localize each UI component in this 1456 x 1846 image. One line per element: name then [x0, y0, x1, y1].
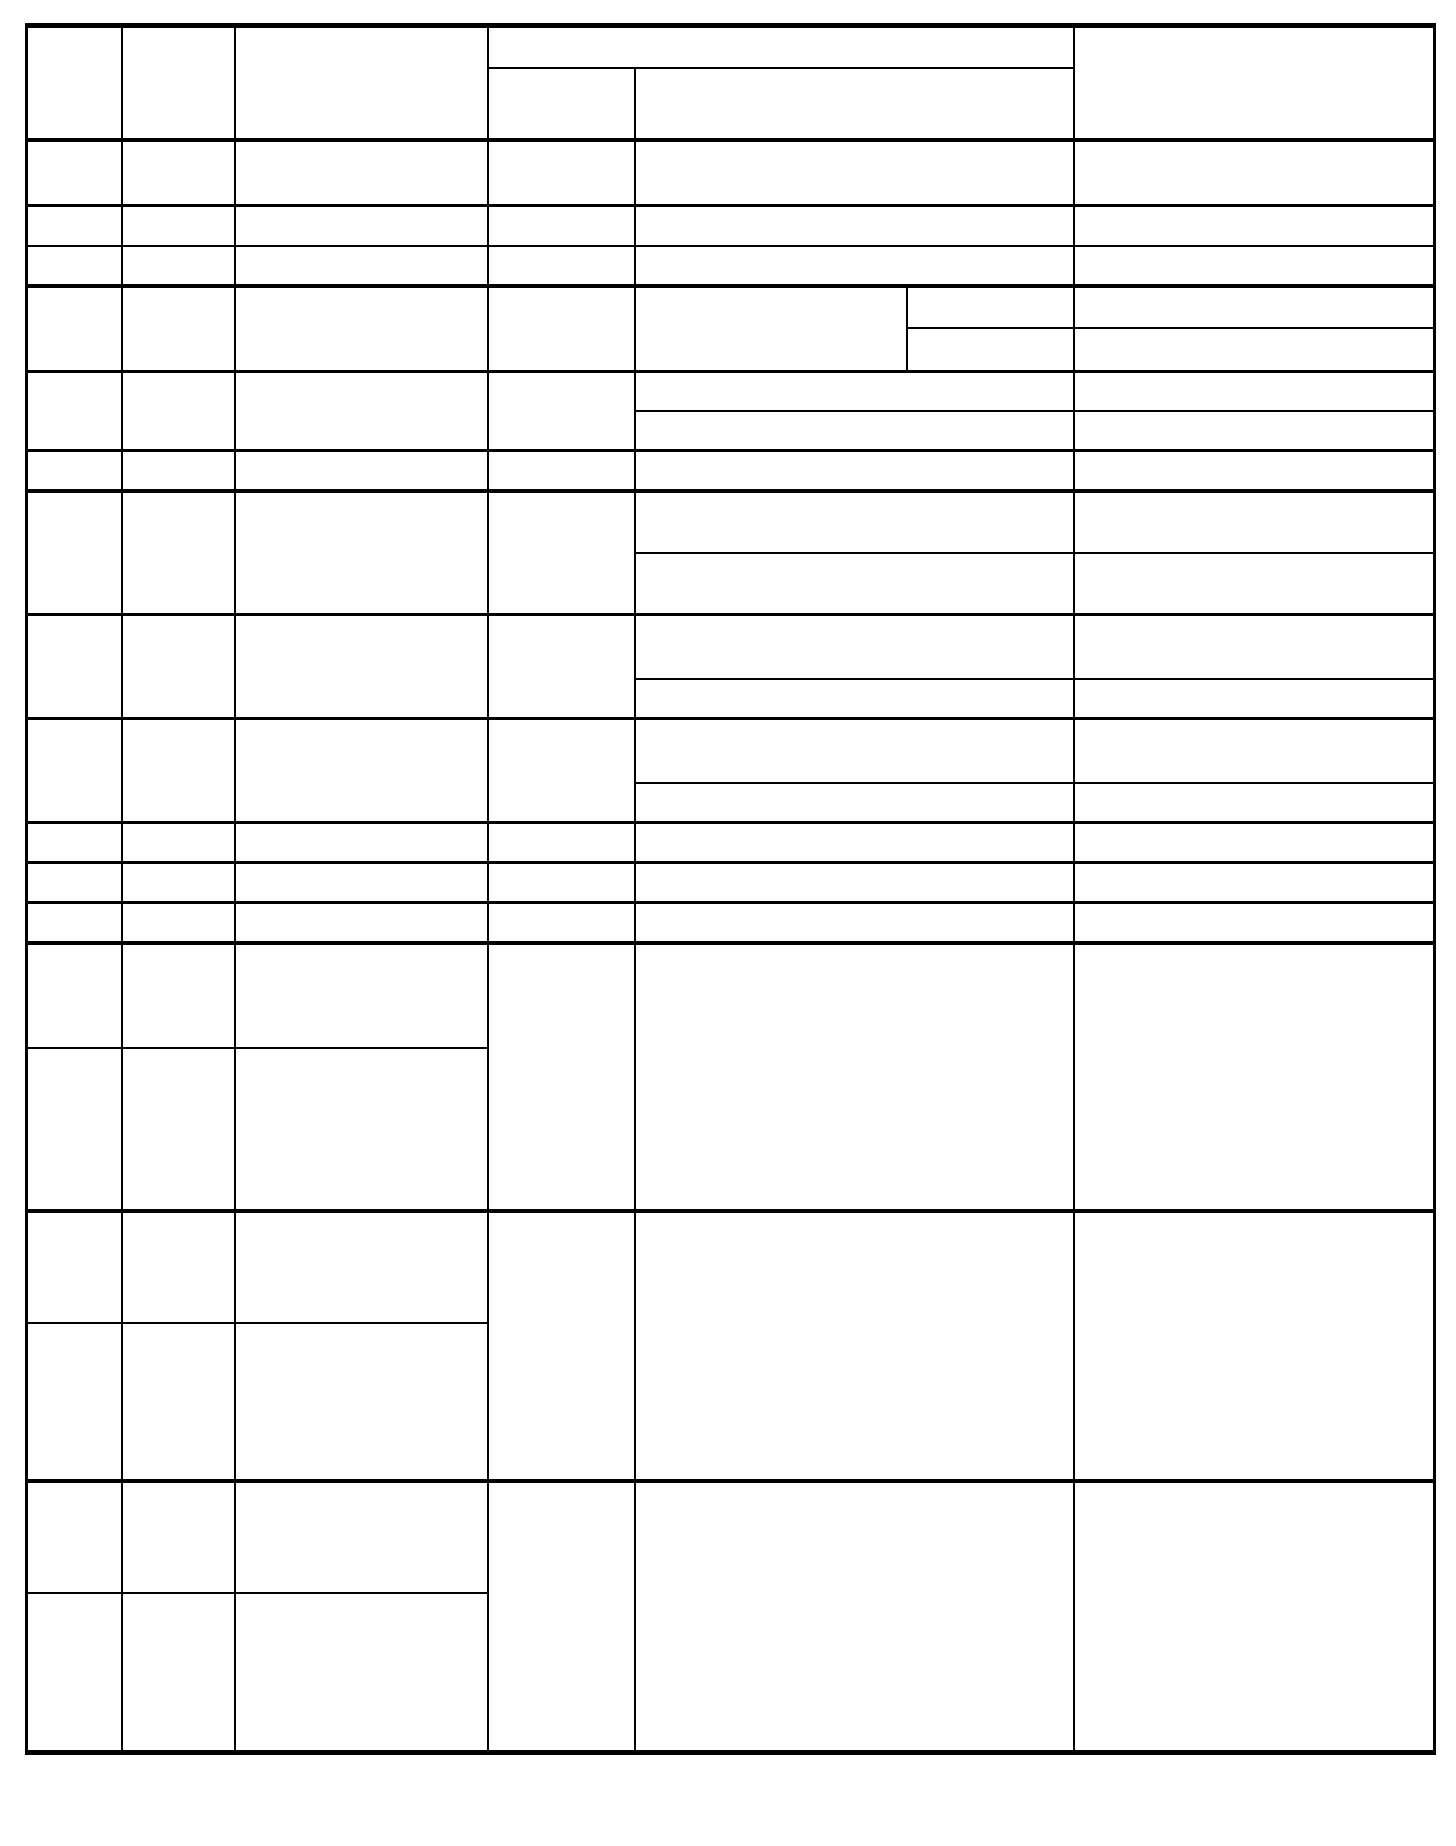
- oscilloscope-figure: [1123, 1246, 1385, 1444]
- cell-ignition-position: [488, 286, 635, 372]
- cell-voltage: [1074, 783, 1435, 823]
- cell-wire-color: [122, 943, 235, 1048]
- cell-operation: [635, 372, 1074, 411]
- cell-item: [235, 1593, 488, 1753]
- header-row-1: [27, 26, 1435, 68]
- cell-ignition-position: [488, 719, 635, 823]
- cell-operation: [635, 206, 1074, 246]
- cell-terminal: [27, 372, 122, 451]
- table-row-terminal-1: [27, 140, 1435, 206]
- table-row-terminal-13: [27, 943, 1435, 1048]
- cell-operation: [635, 943, 1074, 1211]
- cell-terminal: [27, 903, 122, 943]
- cell-voltage: [1074, 372, 1435, 411]
- header-operation-or-conditions: [635, 68, 1074, 140]
- cell-voltage: [1074, 328, 1435, 372]
- header-voltage: [1074, 26, 1435, 140]
- header-ignition-switch-position: [488, 68, 635, 140]
- cell-terminal: [27, 1048, 122, 1211]
- cell-wire-color: [122, 615, 235, 719]
- table-row-terminal-15: [27, 1211, 1435, 1323]
- cell-terminal: [27, 615, 122, 719]
- cell-item: [235, 863, 488, 903]
- cell-ignition-position: [488, 206, 635, 246]
- cell-terminal: [27, 140, 122, 206]
- cell-terminal: [27, 1593, 122, 1753]
- cell-voltage-waveform: [1074, 1481, 1435, 1753]
- header-item: [235, 26, 488, 140]
- cell-operation: [635, 783, 1074, 823]
- cell-item: [235, 491, 488, 615]
- cell-voltage: [1074, 140, 1435, 206]
- cell-ignition-position: [488, 372, 635, 451]
- cell-operation: [635, 719, 1074, 783]
- cell-ignition-position: [488, 823, 635, 863]
- cell-voltage: [1074, 823, 1435, 863]
- cell-terminal: [27, 943, 122, 1048]
- cell-item: [235, 719, 488, 823]
- cell-voltage: [1074, 206, 1435, 246]
- cell-voltage: [1074, 246, 1435, 286]
- cell-ignition-position: [488, 451, 635, 491]
- cell-voltage: [1074, 451, 1435, 491]
- cell-item: [235, 372, 488, 451]
- cell-item: [235, 943, 488, 1048]
- oscilloscope-figure: [1123, 977, 1385, 1175]
- cell-operation: [635, 451, 1074, 491]
- table-row-terminal-9: [27, 719, 1435, 783]
- cell-item: [235, 823, 488, 863]
- cell-item: [235, 903, 488, 943]
- cell-wire-color: [122, 903, 235, 943]
- cell-wire-color: [122, 1323, 235, 1481]
- cell-voltage: [1074, 863, 1435, 903]
- cell-ignition-position: [488, 491, 635, 615]
- waveform-chart: [1123, 1517, 1385, 1695]
- cell-wire-color: [122, 286, 235, 372]
- cell-terminal: [27, 1211, 122, 1323]
- cell-wire-color: [122, 823, 235, 863]
- table-row-terminal-12: [27, 903, 1435, 943]
- cell-voltage-waveform: [1074, 1211, 1435, 1481]
- table-row-terminal-10: [27, 823, 1435, 863]
- cell-voltage-waveform: [1074, 943, 1435, 1211]
- header-terminal: [27, 26, 122, 140]
- cell-item: [235, 1211, 488, 1323]
- cell-operation: [635, 140, 1074, 206]
- cell-item: [235, 286, 488, 372]
- cell-voltage: [1074, 411, 1435, 451]
- cell-ignition-position: [488, 140, 635, 206]
- cell-operation: [635, 679, 1074, 719]
- cell-operation: [635, 553, 1074, 615]
- cell-operation-sub: [907, 328, 1074, 372]
- cell-ignition-position: [488, 903, 635, 943]
- cell-item: [235, 206, 488, 246]
- cell-terminal: [27, 823, 122, 863]
- cell-operation: [635, 823, 1074, 863]
- table-row-terminal-3: [27, 246, 1435, 286]
- cell-wire-color: [122, 491, 235, 615]
- cell-item: [235, 140, 488, 206]
- table-row-terminal-5: [27, 372, 1435, 411]
- waveform-chart: [1123, 1246, 1385, 1424]
- cell-terminal: [27, 206, 122, 246]
- terminal-reference-table: [25, 23, 1436, 1755]
- cell-terminal: [27, 1481, 122, 1593]
- cell-item: [235, 451, 488, 491]
- cell-operation: [635, 246, 1074, 286]
- cell-wire-color: [122, 140, 235, 206]
- table-row-terminal-4: [27, 286, 1435, 328]
- cell-wire-color: [122, 1481, 235, 1593]
- cell-terminal: [27, 491, 122, 615]
- table-row-terminal-2: [27, 206, 1435, 246]
- cell-voltage: [1074, 679, 1435, 719]
- cell-voltage: [1074, 719, 1435, 783]
- table-row-terminal-7: [27, 491, 1435, 553]
- cell-operation-sub: [907, 286, 1074, 328]
- cell-operation: [635, 1211, 1074, 1481]
- cell-terminal: [27, 719, 122, 823]
- cell-voltage: [1074, 903, 1435, 943]
- cell-wire-color: [122, 372, 235, 451]
- cell-ignition-position: [488, 1211, 635, 1481]
- cell-operation: [635, 903, 1074, 943]
- cell-operation: [635, 863, 1074, 903]
- cell-item: [235, 615, 488, 719]
- cell-wire-color: [122, 206, 235, 246]
- cell-operation: [635, 411, 1074, 451]
- header-condition: [488, 26, 1074, 68]
- cell-voltage: [1074, 491, 1435, 553]
- cell-wire-color: [122, 1211, 235, 1323]
- cell-ignition-position: [488, 1481, 635, 1753]
- table-row-terminal-6: [27, 451, 1435, 491]
- cell-operation: [635, 491, 1074, 553]
- cell-terminal: [27, 246, 122, 286]
- cell-item: [235, 1048, 488, 1211]
- cell-terminal: [27, 451, 122, 491]
- table-row-terminal-11: [27, 863, 1435, 903]
- cell-voltage: [1074, 615, 1435, 679]
- table-row-terminal-8: [27, 615, 1435, 679]
- cell-wire-color: [122, 1593, 235, 1753]
- cell-operation: [635, 1481, 1074, 1753]
- waveform-chart: [1123, 977, 1385, 1155]
- cell-ignition-position: [488, 246, 635, 286]
- cell-item: [235, 246, 488, 286]
- cell-item: [235, 1323, 488, 1481]
- cell-wire-color: [122, 246, 235, 286]
- cell-terminal: [27, 286, 122, 372]
- cell-operation: [635, 615, 1074, 679]
- cell-wire-color: [122, 719, 235, 823]
- header-wire-color: [122, 26, 235, 140]
- cell-ignition-position: [488, 943, 635, 1211]
- cell-operation: [635, 286, 907, 372]
- cell-voltage: [1074, 553, 1435, 615]
- table-row-terminal-17: [27, 1481, 1435, 1593]
- cell-terminal: [27, 863, 122, 903]
- cell-terminal: [27, 1323, 122, 1481]
- cell-wire-color: [122, 451, 235, 491]
- cell-wire-color: [122, 863, 235, 903]
- cell-voltage: [1074, 286, 1435, 328]
- cell-ignition-position: [488, 863, 635, 903]
- oscilloscope-figure: [1123, 1517, 1385, 1715]
- cell-ignition-position: [488, 615, 635, 719]
- cell-item: [235, 1481, 488, 1593]
- cell-wire-color: [122, 1048, 235, 1211]
